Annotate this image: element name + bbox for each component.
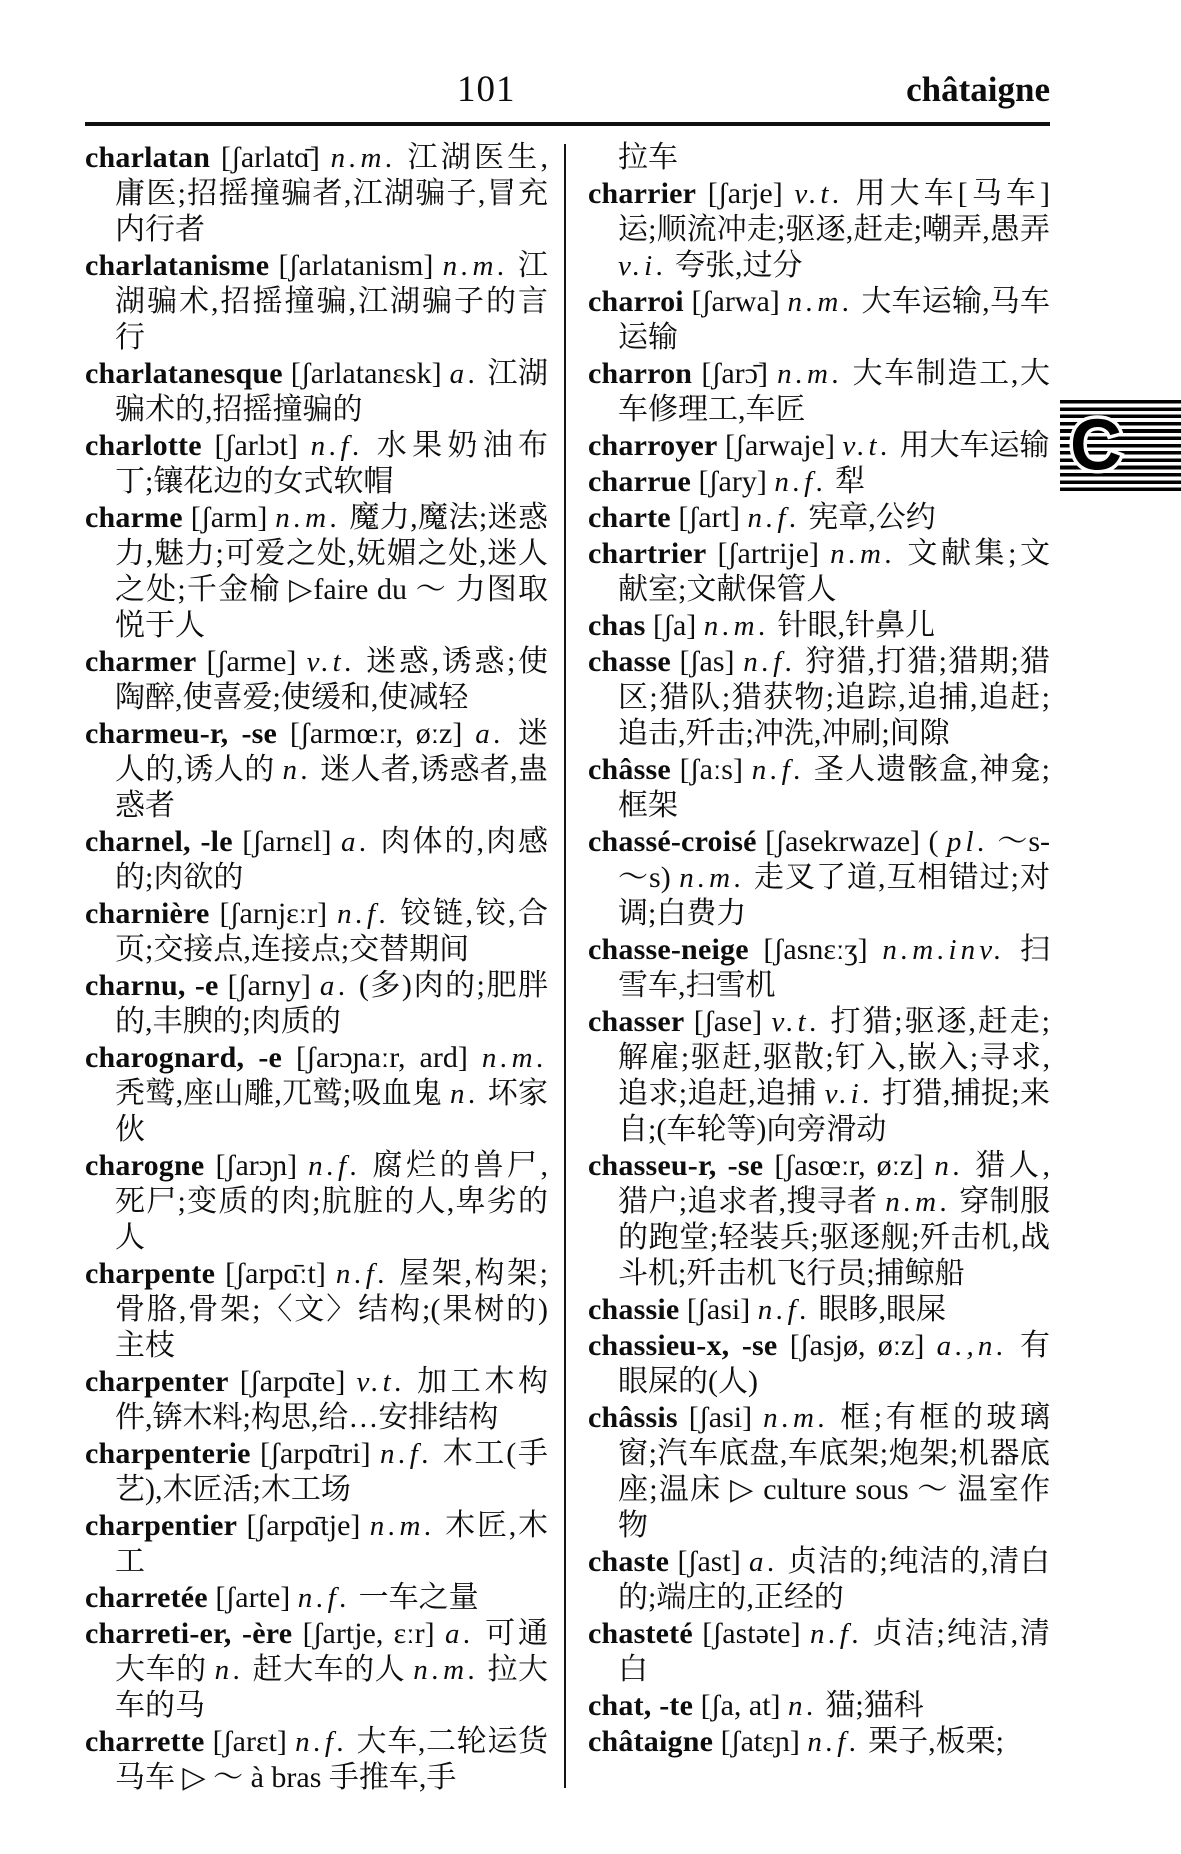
guide-word: châtaigne bbox=[906, 70, 1050, 109]
entry-text: [ʃarɔ̄] bbox=[692, 357, 778, 390]
entry-text: 狩猎,打猎;猎期;猎区;猎队;猎获物;追踪,追捕,追赶;追击,歼击;冲洗,冲刷;间隙 bbox=[618, 645, 1050, 750]
part-of-speech-label: pl. bbox=[946, 826, 989, 858]
dict-entry bbox=[588, 284, 1050, 356]
part-of-speech-label: v.t. bbox=[306, 646, 357, 678]
headword: chassieu-x, -se bbox=[588, 1329, 778, 1362]
entry-text: [ʃas] bbox=[670, 645, 744, 678]
dict-entry bbox=[588, 176, 1050, 284]
entry-text: [ʃarlɔt] bbox=[201, 429, 311, 462]
entry-text: 走叉了道,互相错过;对调;白费力 bbox=[618, 861, 1050, 930]
headword: charlatanesque bbox=[85, 357, 283, 390]
dict-entry bbox=[85, 1436, 548, 1508]
headword: chasteté bbox=[588, 1617, 693, 1650]
dict-entry bbox=[588, 500, 1050, 536]
dict-entry bbox=[85, 1364, 548, 1436]
part-of-speech-label: a. bbox=[749, 1546, 779, 1578]
left-column bbox=[85, 140, 548, 1796]
part-of-speech-label: v.i. bbox=[618, 250, 668, 282]
entry-text: 加工木构件,锛木料;构思,给…安排结构 bbox=[115, 1365, 548, 1434]
entry-text: [ʃast] bbox=[669, 1545, 750, 1578]
headword: chassie bbox=[588, 1293, 680, 1326]
page-number: 101 bbox=[457, 69, 516, 110]
part-of-speech-label: a.,n. bbox=[936, 1330, 1008, 1362]
part-of-speech-label: n.m. bbox=[679, 862, 746, 894]
entry-text: [ʃaːs] bbox=[670, 753, 752, 786]
part-of-speech-label: n.m. bbox=[442, 250, 509, 282]
entry-text: [ʃarɛt] bbox=[204, 1725, 296, 1758]
part-of-speech-label: n.f. bbox=[751, 754, 806, 786]
entry-text: [ʃart] bbox=[670, 501, 748, 534]
headword: chartrier bbox=[588, 537, 707, 570]
headword: chasse bbox=[588, 645, 671, 678]
entry-text: 眼眵,眼屎 bbox=[811, 1293, 947, 1326]
entry-text: 迷人者,诱惑者,蛊惑者 bbox=[115, 753, 549, 822]
part-of-speech-label: n.f. bbox=[337, 898, 391, 930]
entry-text: 打猎,捕捉;来自;(车轮等)向旁滑动 bbox=[618, 1077, 1050, 1146]
part-of-speech-label: n. bbox=[450, 1078, 480, 1110]
entry-text: 圣人遗骸盒,神龛;框架 bbox=[618, 753, 1050, 822]
entry-text: 江湖医生,庸医;招摇撞骗者,江湖骗子,冒充内行者 bbox=[115, 141, 549, 246]
part-of-speech-label: a. bbox=[449, 358, 480, 390]
headword: charroyer bbox=[588, 429, 718, 462]
entry-text: [ʃarpɑ̄ːt] bbox=[215, 1257, 336, 1290]
headword: charmeu-r, -se bbox=[85, 717, 278, 750]
entry-text: [ʃarnɛl] bbox=[232, 825, 341, 858]
entry-text: 赶大车的人 bbox=[244, 1653, 414, 1686]
entry-text: 腐烂的兽尸,死尸;变质的肉;肮脏的人,卑劣的人 bbox=[115, 1149, 549, 1254]
dict-entry bbox=[85, 356, 548, 428]
part-of-speech-label: n.f. bbox=[809, 1618, 864, 1650]
entry-text: 穿制服的跑堂;轻装兵;驱逐舰;歼击机,战斗机;歼击机飞行员;捕鲸船 bbox=[618, 1185, 1051, 1290]
entry-text: 魔力,魔法;迷惑力,魅力;可爱之处,妩媚之处,迷人之处;千金榆 ▷faire du ～ 力图取悦于人 bbox=[115, 501, 548, 642]
dict-entry bbox=[85, 140, 548, 248]
entry-text: [ʃastəte] bbox=[692, 1617, 810, 1650]
entry-text: [ʃarlatɑ̄] bbox=[210, 141, 331, 174]
dict-entry bbox=[85, 248, 548, 356]
entry-text: [ʃarlatanɛsk] bbox=[282, 357, 450, 390]
headword: charrue bbox=[588, 465, 692, 498]
headword: châsse bbox=[588, 753, 671, 786]
entry-text: [ʃasœːr, øːz] bbox=[763, 1149, 935, 1182]
headword: chasseu-r, -se bbox=[588, 1149, 764, 1182]
part-of-speech-label: n.f. bbox=[295, 1726, 349, 1758]
entry-text: [ʃase] bbox=[684, 1005, 772, 1038]
entry-text: [ʃasjø, øːz] bbox=[777, 1329, 937, 1362]
entry-text: [ʃarlatanism] bbox=[269, 249, 443, 282]
dict-entry bbox=[588, 1688, 1050, 1724]
entry-text: 猎人,猎户;追求者,搜寻者 bbox=[618, 1149, 1051, 1218]
part-of-speech-label: n.f. bbox=[774, 466, 828, 498]
dict-entry bbox=[85, 644, 548, 716]
entry-text: 犁 bbox=[827, 465, 866, 498]
part-of-speech-label: v.i. bbox=[824, 1078, 875, 1110]
entry-text: 拉大车的马 bbox=[115, 1653, 549, 1722]
part-of-speech-label: v.t. bbox=[356, 1366, 407, 1398]
entry-text: [ʃasi] bbox=[677, 1401, 764, 1434]
entry-text: [ʃasi] bbox=[679, 1293, 758, 1326]
headword: charognard, -e bbox=[85, 1041, 283, 1074]
dict-entry bbox=[588, 1328, 1050, 1400]
dict-entry bbox=[588, 644, 1050, 752]
entry-text: [ʃarwa] bbox=[683, 285, 788, 318]
part-of-speech-label: n.m. bbox=[481, 1042, 548, 1074]
entry-text: 宪章,公约 bbox=[800, 501, 936, 534]
entry-text: 猫;猫科 bbox=[817, 1689, 924, 1722]
dict-entry bbox=[588, 1292, 1050, 1328]
dict-entry bbox=[588, 824, 1050, 932]
entry-text: 拉车 bbox=[618, 141, 678, 174]
headword: chas bbox=[588, 609, 646, 642]
dict-entry bbox=[85, 428, 548, 500]
entry-text: [ʃasnɛːʒ] bbox=[748, 933, 883, 966]
headword: charlatanisme bbox=[85, 249, 270, 282]
dict-entry bbox=[588, 1544, 1050, 1616]
thumb-tab bbox=[1060, 400, 1181, 493]
part-of-speech-label: n.m. bbox=[275, 502, 342, 534]
entry-text: [ʃarpɑ̄te] bbox=[228, 1365, 357, 1398]
entry-text: [ʃartrije] bbox=[706, 537, 831, 570]
part-of-speech-label: n.f. bbox=[308, 1150, 362, 1182]
entry-text: [ʃarpɑ̄tje] bbox=[237, 1509, 370, 1542]
headword: charpenter bbox=[85, 1365, 229, 1398]
dict-entry bbox=[588, 464, 1050, 500]
entry-text: 针眼,针鼻儿 bbox=[769, 609, 935, 642]
text-columns bbox=[85, 140, 1050, 1796]
headword: charnière bbox=[85, 897, 210, 930]
entry-text: [ʃarm] bbox=[182, 501, 276, 534]
headword: charmer bbox=[85, 645, 197, 678]
part-of-speech-label: v.t. bbox=[794, 178, 844, 210]
part-of-speech-label: n.m. bbox=[413, 1654, 480, 1686]
dict-entry bbox=[85, 824, 548, 896]
headword: charogne bbox=[85, 1149, 205, 1182]
headword: charpentier bbox=[85, 1509, 238, 1542]
part-of-speech-label: n.m. bbox=[777, 358, 844, 390]
part-of-speech-label: a. bbox=[319, 970, 350, 1002]
entry-text: 秃鹫,座山雕,兀鹫;吸血鬼 bbox=[115, 1077, 451, 1110]
dict-entry bbox=[588, 356, 1050, 428]
headword: charroi bbox=[588, 285, 684, 318]
dict-entry bbox=[85, 1148, 548, 1256]
entry-text: [ʃarje] bbox=[696, 177, 795, 210]
dict-entry bbox=[588, 932, 1050, 1004]
entry-text: 贞洁的;纯洁的,清白的;端庄的,正经的 bbox=[618, 1545, 1051, 1614]
entry-text: 打猎;驱逐,赶走;解雇;驱赶,驱散;钉入,嵌入;寻求,追求;追赶,追捕 bbox=[618, 1005, 1051, 1110]
part-of-speech-label: n.f. bbox=[747, 502, 801, 534]
entry-text: [ʃa, at] bbox=[693, 1689, 789, 1722]
dict-entry bbox=[588, 1724, 1050, 1760]
headword: charreti-er, -ère bbox=[85, 1617, 293, 1650]
dict-entry bbox=[85, 500, 548, 644]
headword: charron bbox=[588, 357, 693, 390]
headword: chat, -te bbox=[588, 1689, 694, 1722]
headword: charnel, -le bbox=[85, 825, 233, 858]
part-of-speech-label: a. bbox=[475, 718, 506, 750]
headword: charnu, -e bbox=[85, 969, 219, 1002]
entry-text: 贞洁;纯洁,清白 bbox=[618, 1617, 1050, 1686]
entry-text: [ʃa] bbox=[645, 609, 704, 642]
headword: charlatan bbox=[85, 141, 211, 174]
headword: châssis bbox=[588, 1401, 678, 1434]
dict-entry bbox=[588, 536, 1050, 608]
entry-text: [ʃartje, ɛːr] bbox=[292, 1617, 445, 1650]
part-of-speech-label: n.m. bbox=[369, 1510, 436, 1542]
part-of-speech-label: n.f. bbox=[335, 1258, 390, 1290]
dict-entry bbox=[85, 1724, 548, 1796]
entry-text: 木工(手艺),木匠活;木工场 bbox=[115, 1437, 549, 1506]
entry-text: 一车之量 bbox=[351, 1581, 479, 1614]
part-of-speech-label: a. bbox=[340, 826, 371, 858]
part-of-speech-label: n. bbox=[788, 1690, 818, 1722]
part-of-speech-label: v.t. bbox=[771, 1006, 822, 1038]
headword: charme bbox=[85, 501, 183, 534]
part-of-speech-label: n.m. bbox=[885, 1186, 952, 1218]
entry-text: 水果奶油布丁;镶花边的女式软帽 bbox=[115, 429, 549, 498]
right-column bbox=[588, 140, 1050, 1796]
part-of-speech-label: n.m. bbox=[763, 1402, 830, 1434]
entry-text: 可通大车的 bbox=[115, 1617, 548, 1686]
dict-entry bbox=[85, 1616, 548, 1724]
part-of-speech-label: a. bbox=[444, 1618, 475, 1650]
entry-text: [ʃarny] bbox=[218, 969, 320, 1002]
dict-entry bbox=[85, 1040, 548, 1148]
part-of-speech-label: n.f. bbox=[757, 1294, 812, 1326]
dict-entry bbox=[588, 1004, 1050, 1148]
entry-text: 夸张,过分 bbox=[667, 249, 803, 282]
entry-text: 用大车[马车]运;顺流冲走;驱逐,赶走;嘲弄,愚弄 bbox=[618, 177, 1050, 246]
column-divider bbox=[564, 144, 566, 1788]
entry-text: 江湖骗术,招摇撞骗,江湖骗子的言行 bbox=[115, 249, 549, 354]
part-of-speech-label: n.f. bbox=[297, 1582, 352, 1614]
part-of-speech-label: n.m.inv. bbox=[882, 934, 1006, 966]
headword: chassé-croisé bbox=[588, 825, 757, 858]
headword: charrette bbox=[85, 1725, 205, 1758]
entry-text: 大车运输,马车运输 bbox=[618, 285, 1050, 354]
dict-entry bbox=[588, 752, 1050, 824]
headword: châtaigne bbox=[588, 1725, 714, 1758]
headword: charretée bbox=[85, 1581, 208, 1614]
entry-text: 肉体的,肉感的;肉欲的 bbox=[115, 825, 548, 894]
dict-entry bbox=[85, 968, 548, 1040]
entry-text: [ʃasekrwaze] ( bbox=[756, 825, 947, 858]
dict-entry bbox=[85, 716, 548, 824]
entry-text: 大车制造工,大车修理工,车匠 bbox=[618, 357, 1051, 426]
part-of-speech-label: n. bbox=[282, 754, 313, 786]
dict-entry bbox=[85, 896, 548, 968]
entry-text: 栗子,板栗; bbox=[860, 1725, 1005, 1758]
entry-text: [ʃarpɑ̄tri] bbox=[250, 1437, 380, 1470]
entry-text: 江湖骗术的,招摇撞骗的 bbox=[115, 357, 548, 426]
entry-text: [ʃarme] bbox=[196, 645, 307, 678]
part-of-speech-label: n. bbox=[934, 1150, 965, 1182]
entry-text: [ʃarte] bbox=[207, 1581, 298, 1614]
entry-text: 迷人的,诱人的 bbox=[115, 717, 549, 786]
dict-entry bbox=[588, 428, 1050, 464]
dict-entry bbox=[588, 1400, 1050, 1544]
entry-text: 木匠,木工 bbox=[115, 1509, 549, 1578]
part-of-speech-label: n.f. bbox=[743, 646, 797, 678]
headword: chaste bbox=[588, 1545, 670, 1578]
part-of-speech-label: v.t. bbox=[842, 430, 892, 462]
entry-text: 屋架,构架;骨胳,骨架;〈文〉结构;(果树的)主枝 bbox=[115, 1257, 548, 1362]
headword: charrier bbox=[588, 177, 697, 210]
entry-text: [ʃarmœːr, øːz] bbox=[277, 717, 476, 750]
dict-entry bbox=[588, 1616, 1050, 1688]
entry-text: [ʃatɛɲ] bbox=[713, 1725, 808, 1758]
entry-text: 迷惑,诱惑;使陶醉,使喜爱;使缓和,使减轻 bbox=[115, 645, 548, 714]
entry-text: [ʃarwaje] bbox=[717, 429, 843, 462]
entry-text: 大车,二轮运货马车 ▷ ～ à bras 手推车,手 bbox=[115, 1725, 549, 1794]
dict-entry bbox=[588, 608, 1050, 644]
entry-text: ～s-～s) bbox=[618, 825, 1050, 894]
dict-entry bbox=[85, 1508, 548, 1580]
entry-text: [ʃarnjɛːr] bbox=[209, 897, 338, 930]
entry-text: 坏家伙 bbox=[115, 1077, 549, 1146]
dict-entry bbox=[85, 1256, 548, 1364]
part-of-speech-label: n.f. bbox=[379, 1438, 434, 1470]
headword: charlotte bbox=[85, 429, 202, 462]
headword: charte bbox=[588, 501, 671, 534]
headword: charpente bbox=[85, 1257, 216, 1290]
part-of-speech-label: n.f. bbox=[310, 430, 364, 462]
thumb-tab-letter: C bbox=[1070, 405, 1122, 486]
entry-text: 用大车运输 bbox=[891, 429, 1050, 462]
entry-text: [ʃarɔɲaːr, ard] bbox=[282, 1041, 482, 1074]
part-of-speech-label: n.m. bbox=[330, 142, 397, 174]
dict-entry bbox=[85, 1580, 548, 1616]
part-of-speech-label: n.m. bbox=[830, 538, 897, 570]
entry-text: 文献集;文献室;文献保管人 bbox=[618, 537, 1050, 606]
headword: chasse-neige bbox=[588, 933, 749, 966]
entry-text: (多)肉的;肥胖的,丰腴的;肉质的 bbox=[115, 969, 548, 1038]
part-of-speech-label: n. bbox=[214, 1654, 245, 1686]
entry-text: 扫雪车,扫雪机 bbox=[618, 933, 1050, 1002]
header-rule bbox=[85, 122, 1050, 126]
dict-entry-continuation bbox=[588, 140, 1050, 176]
entry-text: 铰链,铰,合页;交接点,连接点;交替期间 bbox=[115, 897, 548, 966]
entry-text: [ʃarɔɲ] bbox=[204, 1149, 309, 1182]
part-of-speech-label: n.f. bbox=[807, 1726, 861, 1758]
part-of-speech-label: n.m. bbox=[703, 610, 770, 642]
entry-text: [ʃary] bbox=[691, 465, 775, 498]
page-header bbox=[85, 62, 1050, 120]
headword: charpenterie bbox=[85, 1437, 251, 1470]
entry-text: 有眼屎的(人) bbox=[618, 1329, 1050, 1398]
dict-entry bbox=[588, 1148, 1050, 1292]
entry-text: 框;有框的玻璃窗;汽车底盘,车底架;炮架;机器底座;温床 ▷ culture sous ～ 温室作物 bbox=[618, 1401, 1050, 1542]
part-of-speech-label: n.m. bbox=[787, 286, 854, 318]
headword: chasser bbox=[588, 1005, 685, 1038]
